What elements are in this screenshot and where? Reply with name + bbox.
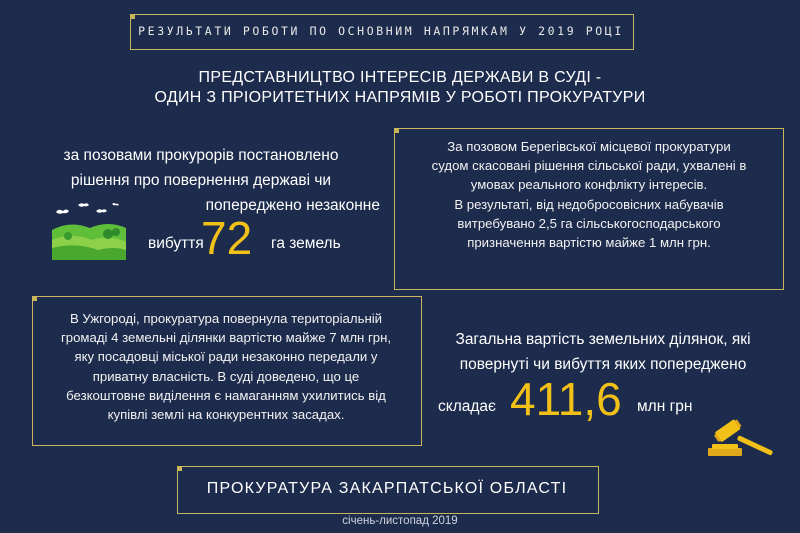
left-stat-suffix: га земель [271,235,341,252]
right-stat-suffix: млн грн [637,398,693,415]
left-stat-prefix: вибуття [148,235,204,252]
organization-name: ПРОКУРАТУРА ЗАКАРПАТСЬКОЇ ОБЛАСТІ [206,480,568,497]
right-case-line: судом скасовані рішення сільської ради, ухвалені в [431,158,747,174]
left-case-line: безкоштовне виділення є намаганням ухилитись від [66,387,386,403]
right-stat-prefix: складає [438,398,496,415]
left-case-line: громаді 4 земельні ділянки вартістю майже 7 млн грн, [60,330,392,346]
right-case-line: За позовом Берегівської місцевої прокуратури [447,139,731,154]
top-title: РЕЗУЛЬТАТИ РОБОТИ ПО ОСНОВНИМ НАПРЯМКАМ У 2019 РОЦІ [138,24,624,38]
headline-line-1: ПРЕДСТАВНИЦТВО ІНТЕРЕСІВ ДЕРЖАВИ В СУДІ - [198,69,602,86]
headline [0,68,800,108]
right-stat-line-2: повернуті чи вибуття яких попереджено [459,356,747,373]
headline-line-2: ОДИН З ПРІОРИТЕТНИХ НАПРЯМІВ У РОБОТІ ПРОКУРАТУРИ [154,89,646,106]
left-stat-value: 72 [201,212,253,264]
right-case-line: умовах реального конфлікту інтересів. [470,177,708,193]
right-stat-line-1: Загальна вартість земельних ділянок, які [455,331,751,348]
left-case-line: купівлі землі на конкурентних засадах. [107,407,345,423]
right-stat-value: 411,6 [510,373,622,425]
gavel-icon [706,418,780,458]
left-case-line: яку посадовці міської ради незаконно передали у [74,349,378,365]
left-case-line: В Ужгороді, прокуратура повернула територіальній [69,311,383,326]
left-case-line: приватну власність. В суді доведено, що це [92,368,360,384]
left-stat-line-2: рішення про повернення державі чи [70,172,332,189]
left-stat-line-3: попереджено незаконне [205,197,380,214]
right-case-text [400,137,778,252]
landscape-icon [50,200,128,260]
right-case-line: призначення вартістю майже 1 млн грн. [467,235,711,251]
right-case-line: В результаті, від недобросовісних набувачів [454,196,724,212]
period-label: січень-листопад 2019 [342,515,458,527]
left-case-text [36,309,416,424]
right-case-line: витребувано 2,5 га сільськогосподарського [457,215,721,231]
left-stat-line-1: за позовами прокурорів постановлено [63,147,339,164]
